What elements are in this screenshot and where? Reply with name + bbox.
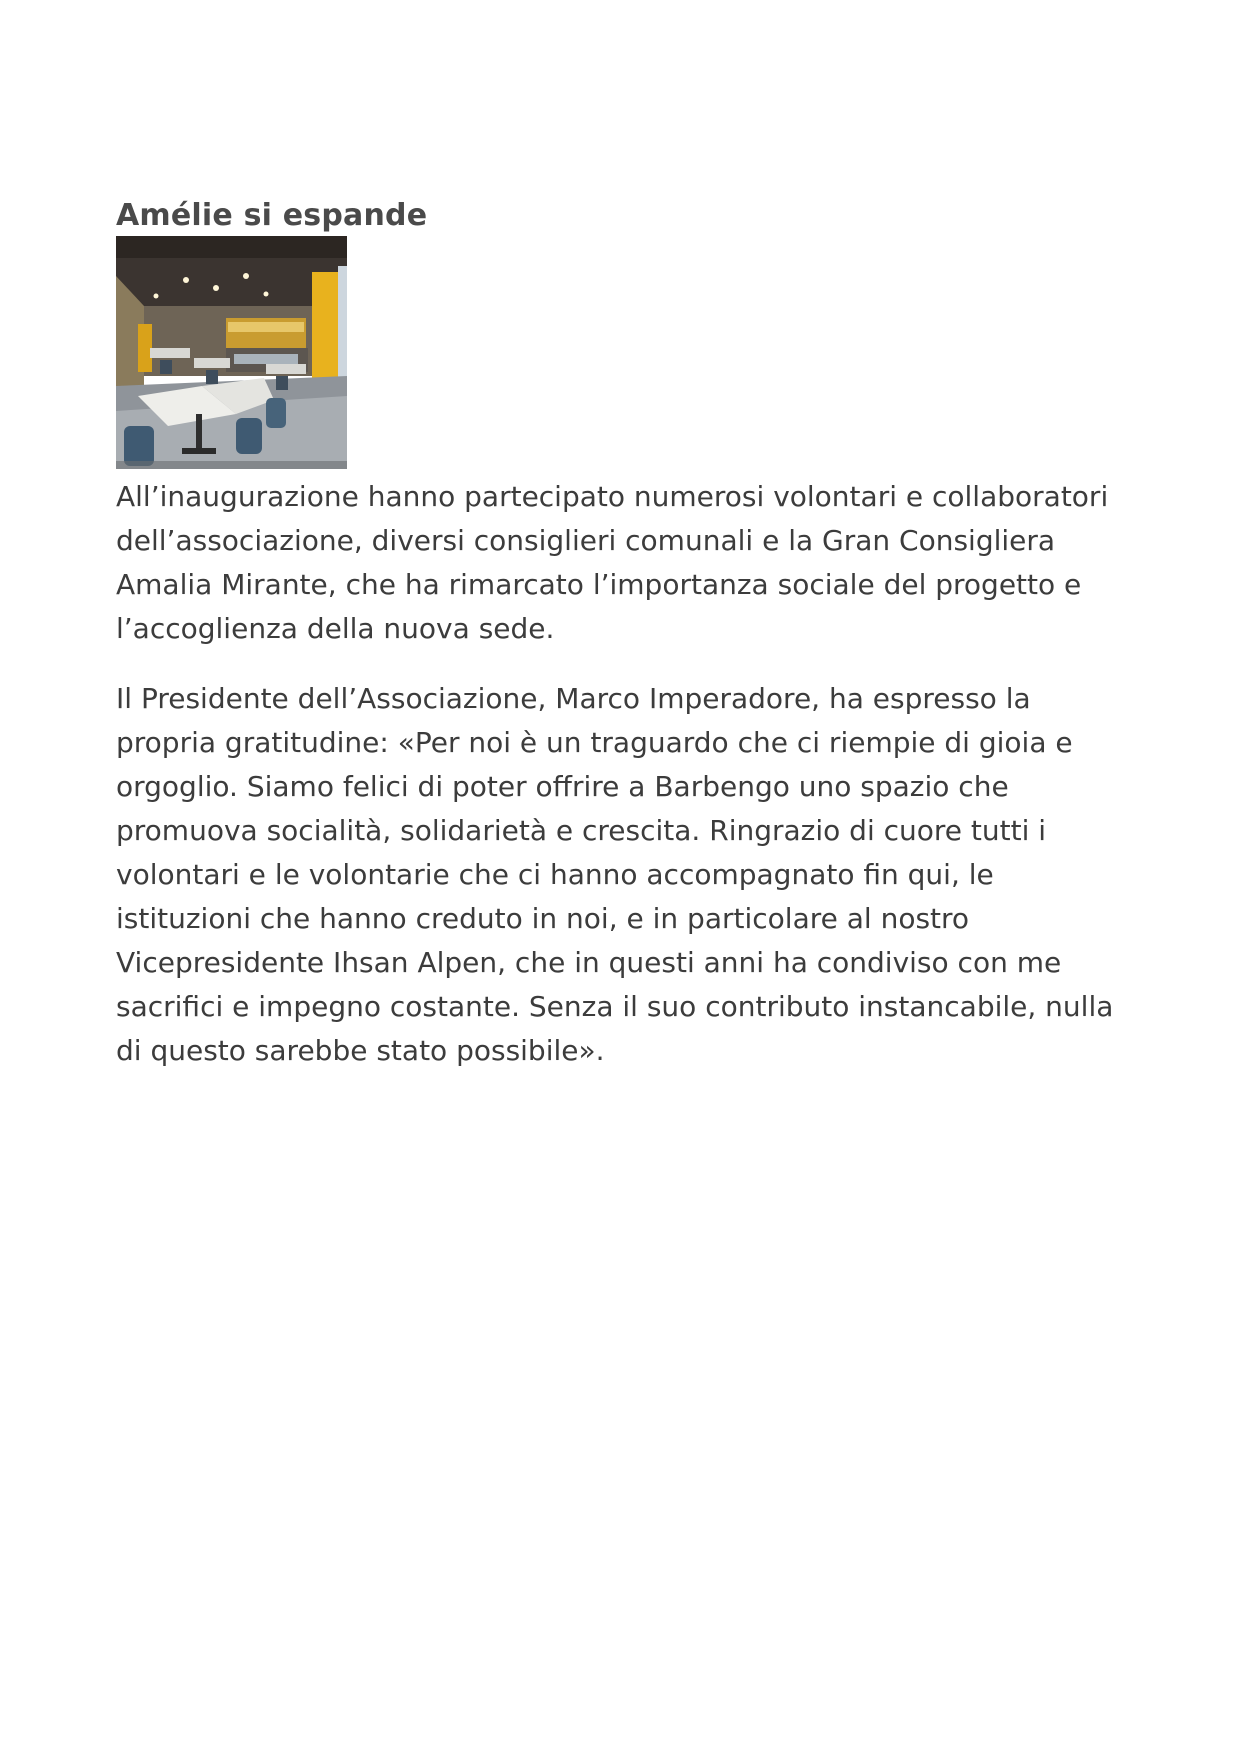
cafe-interior-photo [116,236,347,469]
article-paragraph: Il Presidente dell’Associazione, Marco Imperadore, ha espresso la propria gratitudine: «Per noi è un traguardo che ci riempie di gioia e orgoglio. Siamo felici di poter offrire a Barbengo uno spazio che promuova socialità, solidarietà e crescita. Ringrazio di cuore tutti i volontari e le volontarie che ci hanno accompagnato fin qui, le istituzioni che hanno creduto in noi, e in particolare al nostro Vicepresidente Ihsan Alpen, che in questi anni ha condiviso con me sacrifici e impegno costante. Senza il suo contributo instancabile, nulla di questo sarebbe stato possibile». [116,682,1114,1067]
article-paragraph: All’inaugurazione hanno partecipato numerosi volontari e collaboratori dell’associazione, diversi consiglieri comunali e la Gran Consigliera Amalia Mirante, che ha rimarcato l’importanza sociale del progetto e l’accoglienza della nuova sede. [116,480,1109,645]
article [116,196,1116,1073]
article-title: Amélie si espande [116,198,428,233]
cafe-interior-illustration [116,236,347,469]
